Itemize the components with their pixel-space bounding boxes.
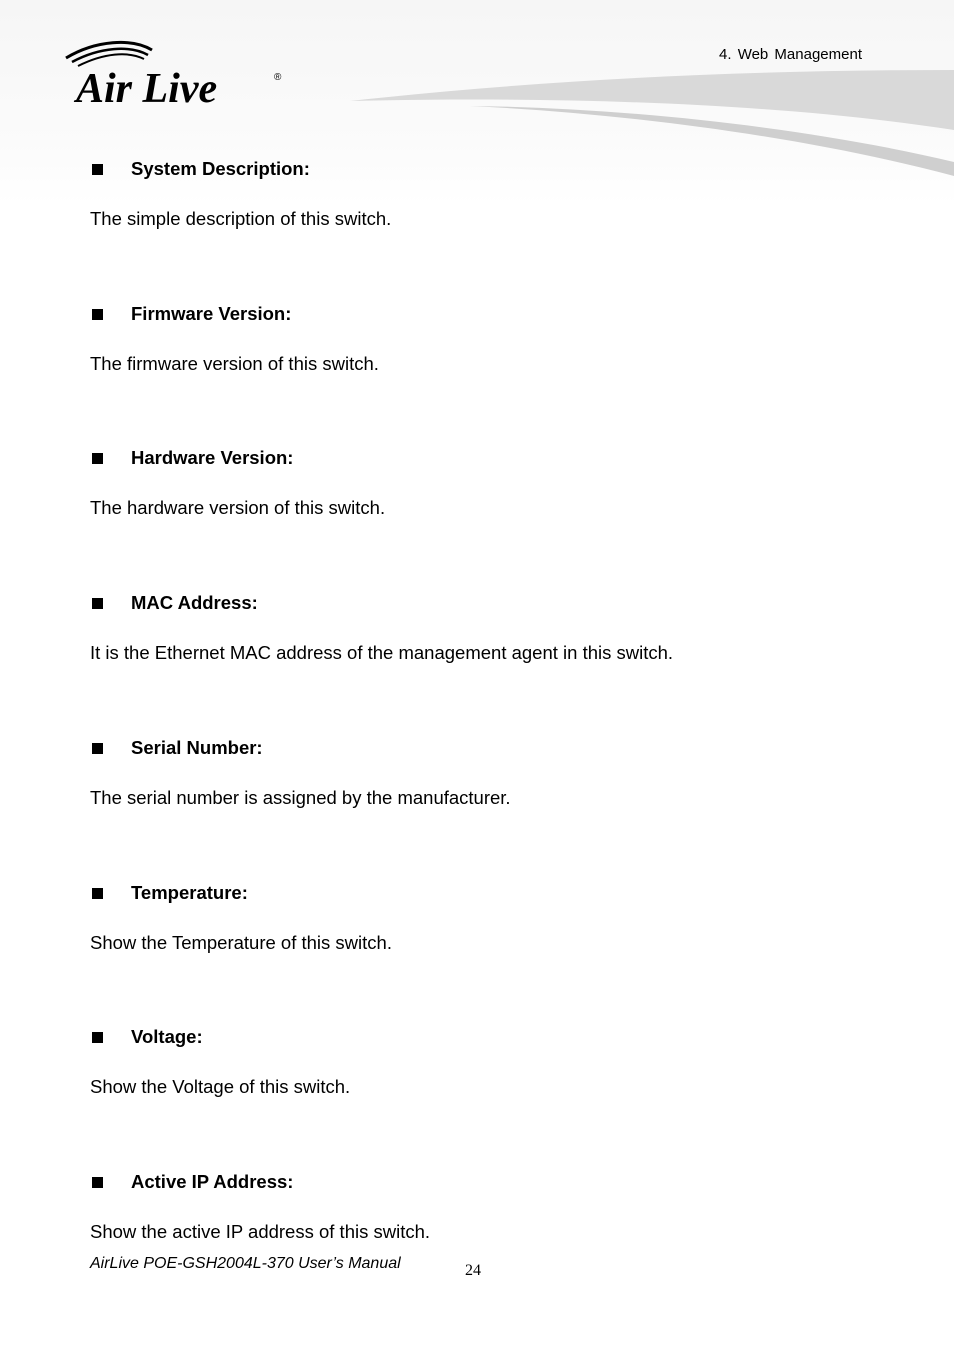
section-description: Show the Temperature of this switch.: [90, 932, 392, 953]
airlive-logo: [60, 40, 300, 110]
heading-text: Hardware Version:: [131, 447, 294, 468]
chapter-title: 4. Web Management: [719, 46, 862, 63]
page-number: 24: [465, 1262, 481, 1279]
square-bullet-icon: [92, 1032, 103, 1043]
section-heading: [90, 736, 890, 760]
section-voltage: [90, 1025, 890, 1099]
section-description: The firmware version of this switch.: [90, 353, 379, 374]
square-bullet-icon: [92, 1177, 103, 1188]
heading-text: Active IP Address:: [131, 1171, 294, 1192]
section-description: The serial number is assigned by the manufacturer.: [90, 787, 511, 808]
section-heading: [90, 302, 890, 326]
heading-text: System Description:: [131, 158, 310, 179]
square-bullet-icon: [92, 164, 103, 175]
section-mac-address: [90, 591, 890, 665]
square-bullet-icon: [92, 743, 103, 754]
section-heading: [90, 157, 890, 181]
footer-manual-title: AirLive POE-GSH2004L-370 User’s Manual: [90, 1255, 401, 1272]
section-firmware-version: [90, 302, 890, 376]
square-bullet-icon: [92, 598, 103, 609]
section-heading: [90, 1025, 890, 1049]
section-temperature: [90, 881, 890, 955]
heading-text: Serial Number:: [131, 737, 263, 758]
section-serial-number: [90, 736, 890, 810]
square-bullet-icon: [92, 309, 103, 320]
section-description: It is the Ethernet MAC address of the management agent in this switch.: [90, 642, 674, 663]
section-description: The hardware version of this switch.: [90, 497, 386, 518]
section-system-description: [90, 157, 890, 231]
section-description: Show the active IP address of this switch.: [90, 1221, 431, 1242]
section-description: The simple description of this switch.: [90, 208, 392, 229]
section-hardware-version: [90, 446, 890, 520]
section-description: Show the Voltage of this switch.: [90, 1076, 351, 1097]
section-active-ip-address: [90, 1170, 890, 1244]
heading-text: Voltage:: [131, 1026, 203, 1047]
section-heading: [90, 1170, 890, 1194]
section-heading: [90, 591, 890, 615]
heading-text: Temperature:: [131, 882, 248, 903]
svg-text:®: ®: [274, 72, 282, 83]
section-heading: [90, 881, 890, 905]
square-bullet-icon: [92, 453, 103, 464]
square-bullet-icon: [92, 888, 103, 899]
logo-wordmark: Air Live: [76, 66, 218, 110]
heading-text: Firmware Version:: [131, 303, 292, 324]
section-heading: [90, 446, 890, 470]
heading-text: MAC Address:: [131, 592, 258, 613]
